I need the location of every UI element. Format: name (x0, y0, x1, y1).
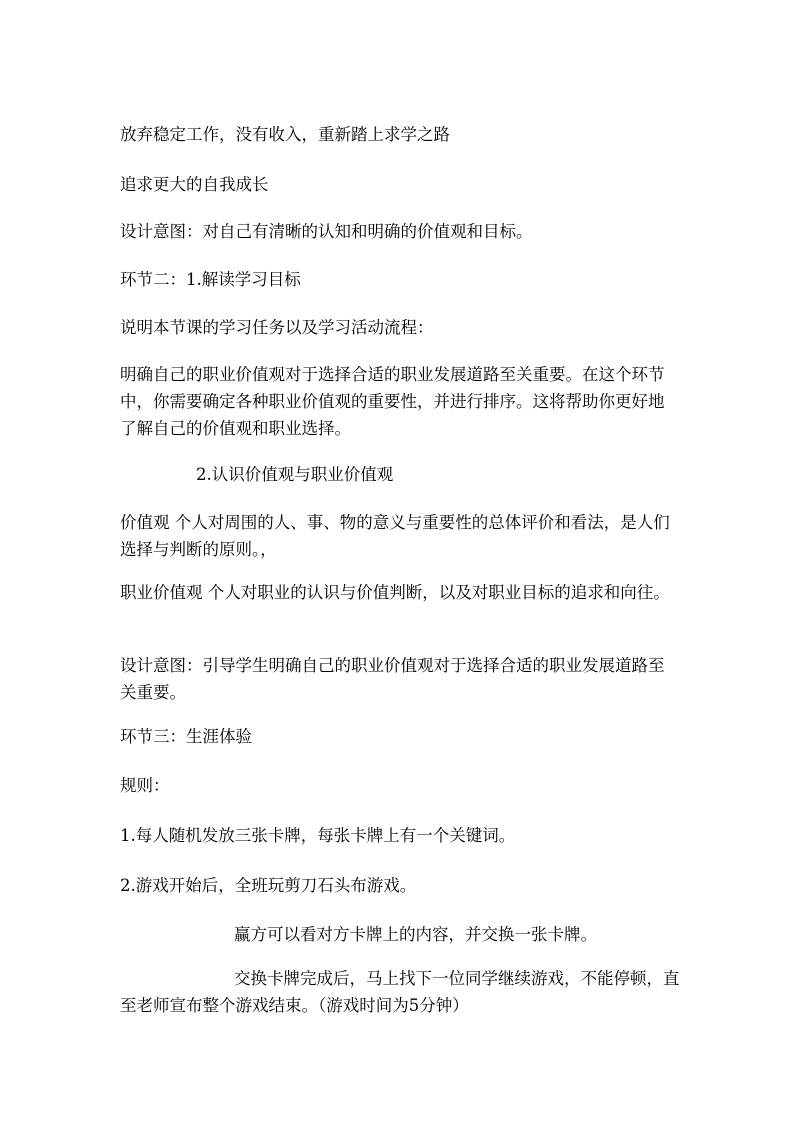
paragraph-values-definition: 价值观 个人对周围的人、事、物的意义与重要性的总体评价和看法，是人们选择与判断的原则。， (120, 513, 670, 559)
subheading-values: 2.认识价值观与职业价值观 (196, 465, 394, 484)
paragraph-design-intent-2: 设计意图：引导学生明确自己的职业价值观对于选择合适的职业发展道路至关重要。 (120, 656, 665, 702)
rule-item-1: 1.每人随机发放三张卡牌，每张卡牌上有一个关键词。 (120, 826, 516, 845)
rules-label: 规则： (120, 776, 170, 795)
paragraph-design-intent-1: 设计意图：对自己有清晰的认知和明确的价值观和目标。 (120, 222, 533, 241)
paragraph-task-description: 说明本节课的学习任务以及学习活动流程： (120, 318, 434, 337)
paragraph-values-importance: 明确自己的职业价值观对于选择合适的职业发展道路至关重要。在这个环节中，你需要确定各种职业价值观的重要性，并进行排序。这将帮助你更好地了解自己的价值观和职业选择。 (120, 365, 665, 438)
section-heading-3: 环节三：生涯体验 (120, 727, 252, 746)
rule-item-continue: 交换卡牌完成后，马上找下一位同学继续游戏，不能停顿，直至老师宣布整个游戏结束。（游戏时间为5分钟） (120, 969, 680, 1015)
section-heading-2: 环节二：1.解读学习目标 (120, 270, 301, 289)
paragraph-quit-job: 放弃稳定工作，没有收入，重新踏上求学之路 (120, 125, 450, 144)
rule-item-2: 2.游戏开始后，全班玩剪刀石头布游戏。 (120, 876, 417, 895)
paragraph-career-values-definition: 职业价值观 个人对职业的认识与价值判断，以及对职业目标的追求和向往。 (120, 583, 670, 602)
paragraph-self-growth: 追求更大的自我成长 (120, 175, 269, 194)
rule-item-winner: 赢方可以看对方卡牌上的内容，并交换一张卡牌。 (234, 925, 597, 944)
